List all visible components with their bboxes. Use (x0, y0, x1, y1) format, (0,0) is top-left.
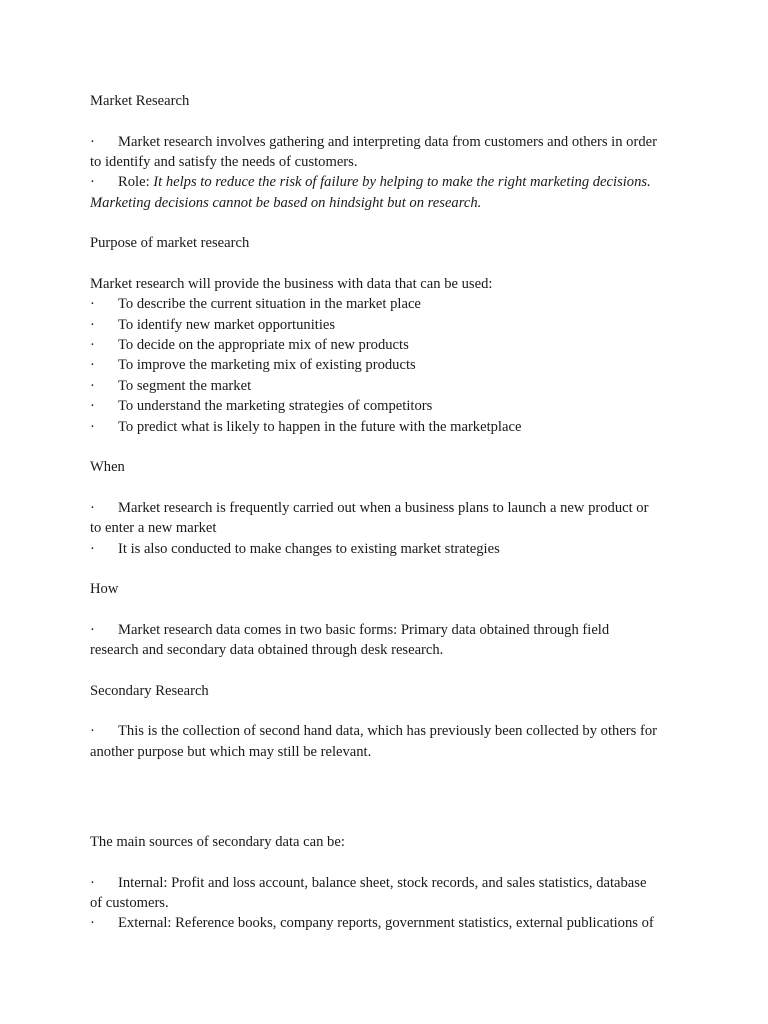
list-item (90, 913, 690, 933)
list-item-text: To segment the market (118, 377, 252, 394)
document-page (90, 91, 690, 934)
paragraph-text: Market research involves gathering and interpreting data from customers and others in order (118, 133, 657, 150)
bullet-icon: · (90, 540, 95, 557)
bullet-icon: · (90, 874, 95, 891)
list-item (90, 873, 690, 893)
list-item (90, 417, 690, 437)
bullet-icon: · (90, 621, 95, 638)
bullet-icon: · (90, 499, 95, 516)
role-label: Role: (118, 174, 154, 191)
list-item (90, 396, 690, 416)
paragraph-text: It is also conducted to make changes to existing market strategies (118, 540, 500, 557)
list-item-text: To understand the marketing strategies of competitors (118, 398, 433, 415)
role-text: Marketing decisions cannot be based on hindsight but on research. (90, 194, 482, 211)
bullet-icon: · (90, 377, 95, 394)
list-item (90, 376, 690, 396)
role-text: It helps to reduce the risk of failure by helping to make the right marketing decisions. (153, 174, 651, 191)
list-item (90, 172, 690, 192)
list-item (90, 335, 690, 355)
list-item (90, 539, 690, 559)
bullet-icon: · (90, 418, 95, 435)
bullet-icon: · (90, 357, 95, 374)
bullet-icon: · (90, 398, 95, 415)
section-heading: Secondary Research (90, 682, 209, 699)
paragraph-text: research and secondary data obtained through desk research. (90, 642, 444, 659)
bullet-icon: · (90, 133, 95, 150)
section-heading: How (90, 581, 119, 598)
bullet-icon: · (90, 723, 95, 740)
section-heading: The main sources of secondary data can be: (90, 834, 345, 851)
list-item (90, 294, 690, 314)
list-item-text: To decide on the appropriate mix of new products (118, 337, 409, 354)
paragraph-text: Market research is frequently carried out when a business plans to launch a new product or (118, 499, 649, 516)
paragraph-text: to enter a new market (90, 520, 217, 537)
paragraph-text: Market research will provide the business with data that can be used: (90, 275, 493, 292)
list-item (90, 721, 690, 741)
list-item-text: To improve the marketing mix of existing products (118, 357, 416, 374)
document-title: Market Research (90, 93, 190, 109)
bullet-icon: · (90, 296, 95, 313)
list-item (90, 498, 690, 518)
paragraph-text: to identify and satisfy the needs of customers. (90, 153, 358, 170)
list-item (90, 620, 690, 640)
list-item-text: To describe the current situation in the market place (118, 296, 421, 313)
list-item (90, 315, 690, 335)
list-item-text: To predict what is likely to happen in the future with the marketplace (118, 418, 522, 435)
bullet-icon: · (90, 337, 95, 354)
paragraph-text: another purpose but which may still be relevant. (90, 743, 372, 760)
paragraph-text: Market research data comes in two basic forms: Primary data obtained through field (118, 621, 610, 638)
list-item (90, 355, 690, 375)
list-item (90, 132, 690, 152)
bullet-icon: · (90, 174, 95, 191)
paragraph-text: Internal: Profit and loss account, balance sheet, stock records, and sales statistics, database (118, 874, 647, 891)
bullet-icon: · (90, 915, 95, 932)
paragraph-text: This is the collection of second hand data, which has previously been collected by others for (118, 723, 657, 740)
bullet-icon: · (90, 316, 95, 333)
section-heading: Purpose of market research (90, 235, 250, 252)
paragraph-text: of customers. (90, 895, 169, 912)
list-item-text: To identify new market opportunities (118, 316, 336, 333)
section-heading: When (90, 459, 125, 476)
paragraph-text: External: Reference books, company reports, government statistics, external publications of (118, 915, 654, 932)
